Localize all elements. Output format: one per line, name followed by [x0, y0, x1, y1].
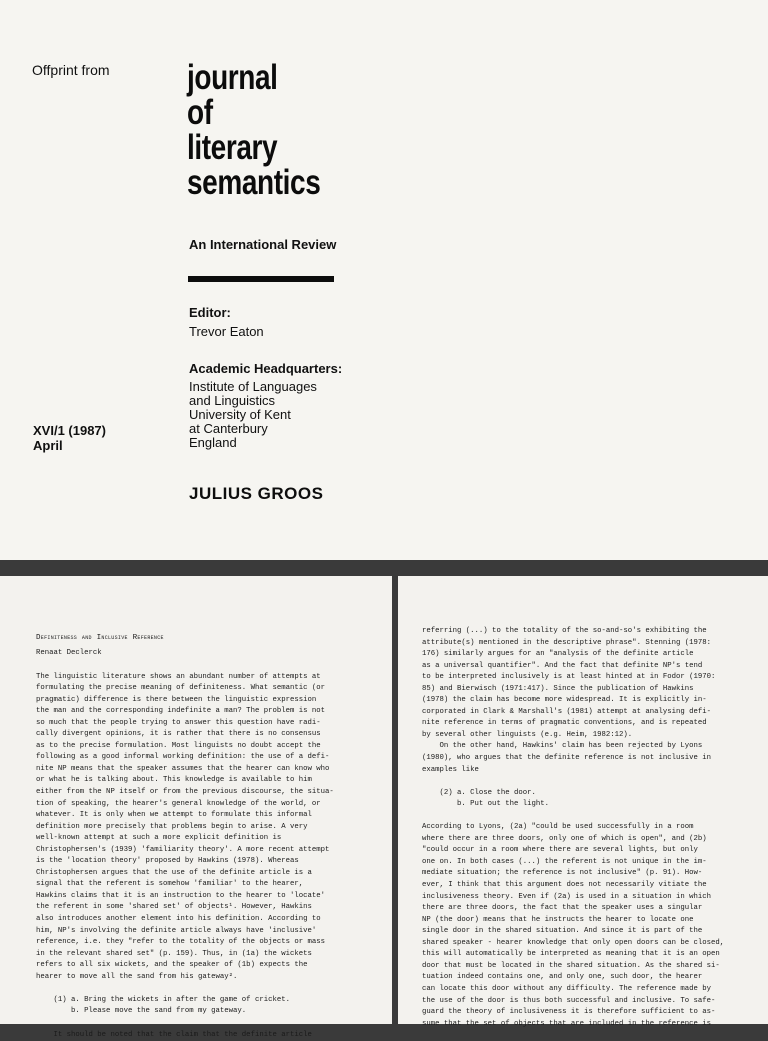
text-line: refers to all six wickets, and the speaker of (1b) expects the	[36, 960, 334, 972]
text-line: (1980), who argues that the definite reference is not inclusive in	[422, 753, 724, 765]
text-line: this will automatically be interpreted as meaning that it is an open	[422, 949, 724, 961]
hq-address-line: Institute of Languages	[189, 380, 317, 394]
text-line: or what he is talking about. This knowledge is available to him	[36, 775, 334, 787]
text-line: one on. In both cases (...) the referent is not unique in the im-	[422, 857, 724, 869]
article-left-column	[36, 660, 334, 1041]
text-line: is the 'location theory' proposed by Hawkins (1978). Whereas	[36, 856, 334, 868]
journal-title	[187, 60, 320, 200]
text-line: in the relevant shared set" (p. 159). Thus, in (1a) the wickets	[36, 949, 334, 961]
journal-title-line: semantics	[187, 165, 320, 200]
text-line: to be interpreted inclusively is at least hinted at in Fodor (1970:	[422, 672, 724, 684]
text-line: b. Put out the light.	[422, 799, 724, 811]
text-line: as a universal quantifier". And the fact that definite NP's tend	[422, 661, 724, 673]
text-line: by several other linguists (e.g. Heim, 1982:12).	[422, 730, 724, 742]
text-line: definition more precisely that problems begin to arise. A very	[36, 822, 334, 834]
text-line: (1) a. Bring the wickets in after the game of cricket.	[36, 995, 334, 1007]
text-line	[36, 983, 334, 995]
text-line: "could occur in a room where there are several lights, but only	[422, 845, 724, 857]
journal-title-line: of	[187, 95, 320, 130]
text-line: hearer to move all the sand from his gateway².	[36, 972, 334, 984]
text-line: signal that the referent is somehow 'familiar' to the hearer,	[36, 879, 334, 891]
text-line: On the other hand, Hawkins' claim has been rejected by Lyons	[422, 741, 724, 753]
text-line: nite NP means that the speaker assumes that the hearer can know who	[36, 764, 334, 776]
text-line: 85) and Bierwisch (1971:417). Since the publication of Hawkins	[422, 684, 724, 696]
hq-address-line: University of Kent	[189, 408, 317, 422]
text-line: The linguistic literature shows an abundant number of attempts at	[36, 672, 334, 684]
text-line	[422, 776, 724, 788]
text-line: inclusiveness theory. Even if (2a) is used in a situation in which	[422, 892, 724, 904]
text-line: b. Please move the sand from my gateway.	[36, 1006, 334, 1018]
text-line: Hawkins claims that it is an instruction to the hearer to 'locate'	[36, 891, 334, 903]
text-line: well-known attempt at such a more explicit definition is	[36, 833, 334, 845]
text-line: sume that the set of objects that are included in the reference is	[422, 1019, 724, 1031]
text-line: referring (...) to the totality of the so-and-so's exhibiting the	[422, 626, 724, 638]
text-line: Christophersen argues that the use of the definite article is a	[36, 868, 334, 880]
text-line: 176) similarly argues for an "analysis of the definite article	[422, 649, 724, 661]
text-line	[36, 660, 334, 672]
hq-label: Academic Headquarters:	[189, 361, 342, 376]
title-rule	[188, 276, 334, 282]
text-line: shared speaker - hearer knowledge that only open doors can be closed,	[422, 938, 724, 950]
journal-title-line: journal	[187, 60, 320, 95]
text-line: door that must be located in the shared situation. As the shared si-	[422, 961, 724, 973]
hq-address-line: England	[189, 436, 317, 450]
text-line: tuation indeed contains one, and only one, such door, the hearer	[422, 972, 724, 984]
article-author: Renaat Declerck	[36, 649, 102, 657]
text-line: as to the precise formulation. Most linguists no doubt accept the	[36, 741, 334, 753]
text-line: NP (the door) means that he instructs the hearer to locate one	[422, 915, 724, 927]
offprint-label: Offprint from	[32, 62, 110, 78]
text-line: either from the NP itself or from the previous discourse, the situa-	[36, 787, 334, 799]
issue-number: XVI/1 (1987)	[33, 423, 106, 438]
text-line: the man and the corresponding indefinite a man? The problem is not	[36, 706, 334, 718]
editor-name: Trevor Eaton	[189, 325, 264, 339]
text-line: tion of speaking, the hearer's general knowledge of the world, or	[36, 799, 334, 811]
hq-address-line: at Canterbury	[189, 422, 317, 436]
text-line: reference, i.e. they "refer to the totality of the objects or mass	[36, 937, 334, 949]
text-line: (2) a. Close the door.	[422, 788, 724, 800]
article-right-column	[422, 626, 724, 1030]
text-line: According to Lyons, (2a) "could be used successfully in a room	[422, 822, 724, 834]
issue-info	[33, 423, 106, 453]
text-line: single door in the shared situation. And since it is part of the	[422, 926, 724, 938]
text-line: (1978) the claim has become more widespread. It is explicitly in-	[422, 695, 724, 707]
text-line: guard the theory of inclusiveness it is therefore sufficient to as-	[422, 1007, 724, 1019]
text-line: Christophersen's (1939) 'familiarity theory'. A more recent attempt	[36, 845, 334, 857]
text-line: can locate this door without any difficulty. The reference made by	[422, 984, 724, 996]
text-line: the referent in some 'shared set' of objects¹. However, Hawkins	[36, 902, 334, 914]
text-line: attribute(s) mentioned in the descriptive phrase". Stenning (1978:	[422, 638, 724, 650]
text-line	[422, 811, 724, 823]
text-line: so much that the people trying to answer this question have radi-	[36, 718, 334, 730]
text-line: mediate situation; the reference is not inclusive" (p. 91). How-	[422, 868, 724, 880]
text-line: also introduces another element into his definition. According to	[36, 914, 334, 926]
text-line: It should be noted that the claim that the definite article	[36, 1030, 334, 1041]
hq-address-line: and Linguistics	[189, 394, 317, 408]
issue-month: April	[33, 438, 106, 453]
text-line: corporated in Clark & Marshall's (1981) attempt at analysing defi-	[422, 707, 724, 719]
text-line: there are three doors, the fact that the speaker uses a singular	[422, 903, 724, 915]
publisher-name: JULIUS GROOS	[189, 484, 323, 504]
text-line: cally divergent opinions, it is rather that there is no consensus	[36, 729, 334, 741]
text-line: formulating the precise meaning of definiteness. What semantic (or	[36, 683, 334, 695]
text-line: nite reference in terms of pragmatic conventions, and is repeated	[422, 718, 724, 730]
text-line: examples like	[422, 765, 724, 777]
text-line: whatever. It is only when we attempt to formulate this informal	[36, 810, 334, 822]
article-title: Definiteness and Inclusive Reference	[36, 634, 164, 642]
text-line: pragmatic) difference is there between the linguistic expression	[36, 695, 334, 707]
text-line: where there are three doors, only one of which is open", and (2b)	[422, 834, 724, 846]
journal-subtitle: An International Review	[189, 237, 336, 252]
text-line: the use of the door is thus both successful and inclusive. To safe-	[422, 996, 724, 1008]
editor-label: Editor:	[189, 305, 231, 320]
hq-address	[189, 380, 317, 450]
text-line: ever, I think that this argument does not necessarily vitiate the	[422, 880, 724, 892]
journal-title-line: literary	[187, 130, 320, 165]
text-line: following as a good informal working definition: the use of a defi-	[36, 752, 334, 764]
text-line: him, NP's involving the definite article always have 'inclusive'	[36, 926, 334, 938]
